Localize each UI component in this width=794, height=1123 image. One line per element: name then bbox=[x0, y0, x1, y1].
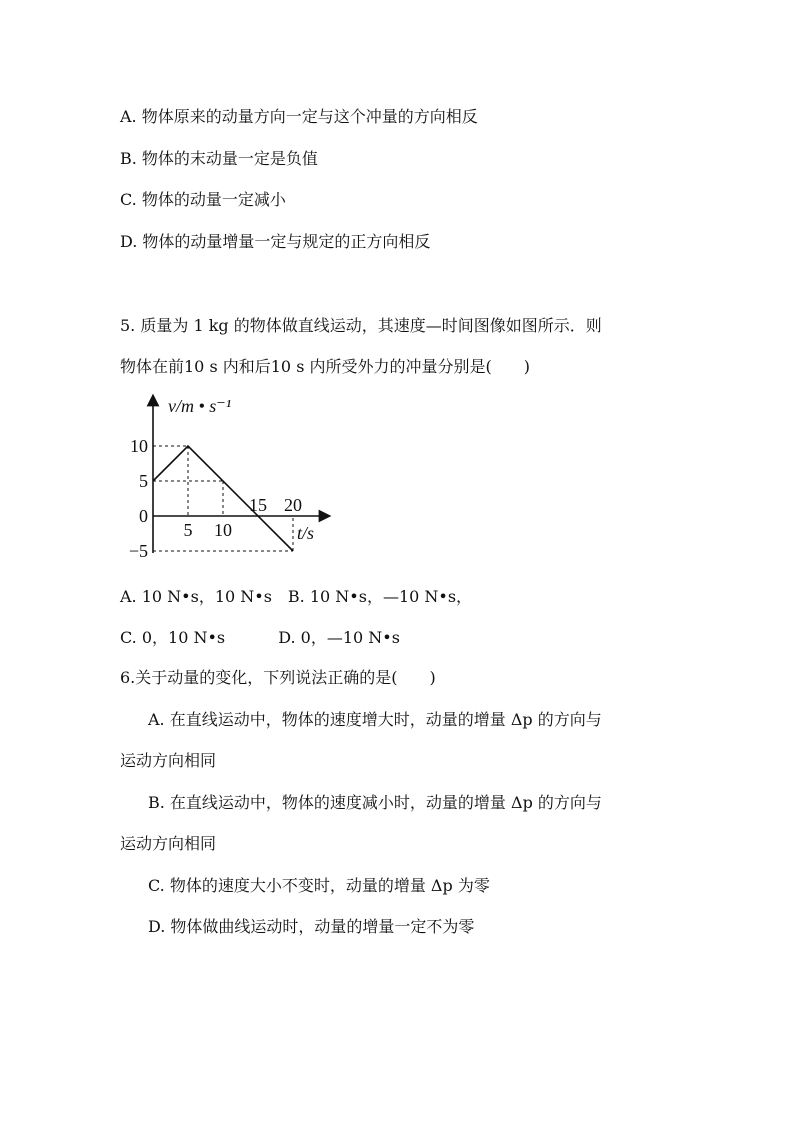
y-tick-label: 10 bbox=[130, 436, 148, 456]
x-axis-label: t/s bbox=[297, 523, 315, 543]
q5-stem-line1: 5. 质量为 1 kg 的物体做直线运动，其速度—时间图像如图所示．则 bbox=[120, 316, 602, 335]
q6-stem: 6.关于动量的变化，下列说法正确的是( ) bbox=[120, 668, 436, 687]
y-tick-label: −5 bbox=[128, 541, 148, 561]
q6-option-a-line2: 运动方向相同 bbox=[120, 751, 217, 770]
y-tick-label: 5 bbox=[139, 471, 148, 491]
q5-options-line1: A. 10 N•s，10 N•s B. 10 N•s，—10 N•s， bbox=[120, 587, 473, 606]
q6-option-d: D. 物体做曲线运动时，动量的增量一定不为零 bbox=[148, 917, 475, 936]
y-tick-label: 0 bbox=[139, 506, 148, 526]
q4-option-c: C. 物体的动量一定减小 bbox=[120, 190, 286, 209]
q6-option-c: C. 物体的速度大小不变时，动量的增量 Δp 为零 bbox=[148, 876, 490, 895]
x-tick-label: 10 bbox=[214, 520, 232, 540]
velocity-time-graph bbox=[120, 388, 340, 568]
q5-stem-line2: 物体在前10 s 内和后10 s 内所受外力的冲量分别是( ) bbox=[120, 357, 530, 376]
q4-option-d: D. 物体的动量增量一定与规定的正方向相反 bbox=[120, 232, 431, 251]
q4-option-b: B. 物体的末动量一定是负值 bbox=[120, 149, 318, 168]
q6-option-b-line2: 运动方向相同 bbox=[120, 834, 217, 853]
x-tick-label: 15 bbox=[249, 495, 267, 515]
q4-option-a: A. 物体原来的动量方向一定与这个冲量的方向相反 bbox=[120, 107, 478, 126]
y-axis-label: v/m • s⁻¹ bbox=[168, 396, 232, 416]
x-tick-label: 5 bbox=[183, 520, 193, 540]
q6-option-a-line1: A. 在直线运动中，物体的速度增大时，动量的增量 Δp 的方向与 bbox=[148, 710, 602, 729]
q6-option-b-line1: B. 在直线运动中，物体的速度减小时，动量的增量 Δp 的方向与 bbox=[148, 793, 602, 812]
q5-options-line2: C. 0，10 N•s D. 0，—10 N•s bbox=[120, 628, 400, 647]
x-tick-label: 20 bbox=[284, 495, 302, 515]
